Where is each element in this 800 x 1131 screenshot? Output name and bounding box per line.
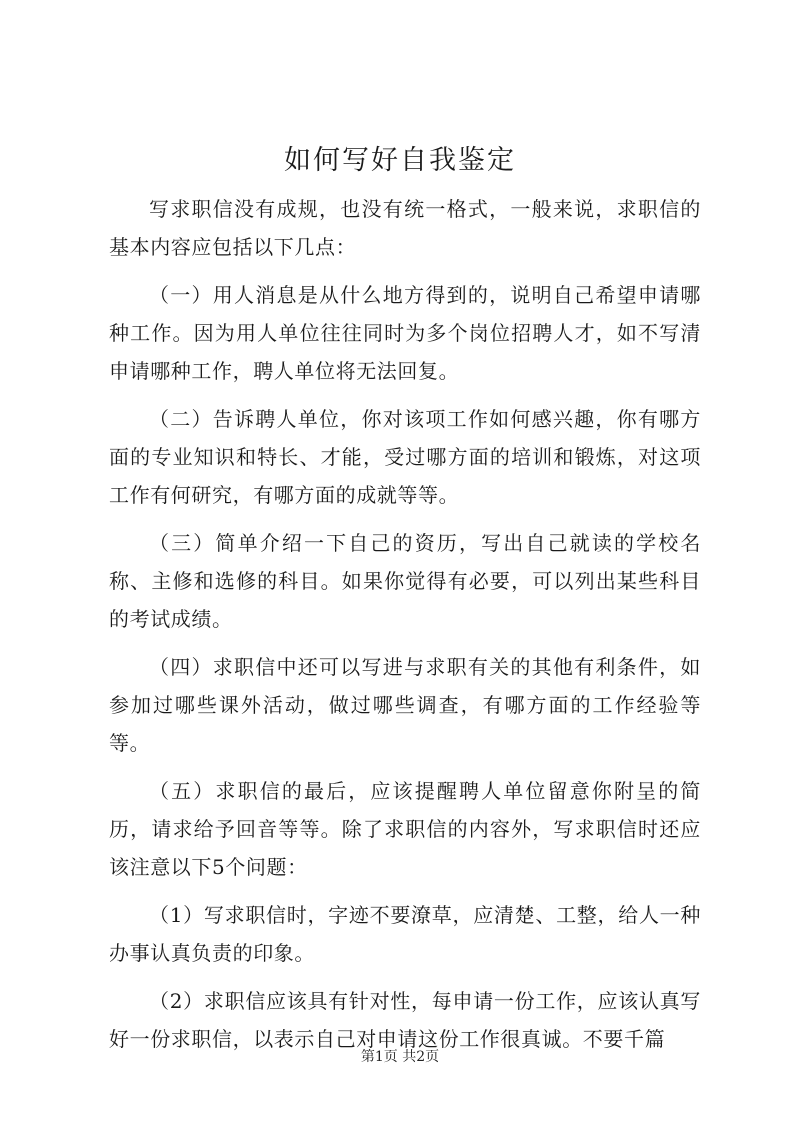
paragraph-issue-2: （2）求职信应该具有针对性，每申请一份工作，应该认真写好一份求职信，以表示自己对申请这份工作很真诚。不要千篇 bbox=[109, 989, 701, 1051]
paragraph-point-4: （四）求职信中还可以写进与求职有关的其他有利条件，如参加过哪些课外活动，做过哪些调查，有哪方面的工作经验等等。 bbox=[109, 655, 701, 755]
paragraph-intro: 写求职信没有成规，也没有统一格式，一般来说，求职信的基本内容应包括以下几点： bbox=[109, 197, 701, 259]
paragraph-point-5: （五）求职信的最后，应该提醒聘人单位留意你附呈的简历，请求给予回音等等。除了求职信的内容外，写求职信时还应该注意以下5个问题： bbox=[109, 779, 701, 879]
page-number-footer: 第1页 共2页 bbox=[360, 1049, 440, 1065]
document-title: 如何写好自我鉴定 bbox=[284, 145, 516, 176]
paragraph-point-1: （一）用人消息是从什么地方得到的，说明自己希望申请哪种工作。因为用人单位往往同时为多个岗位招聘人才，如不写清申请哪种工作，聘人单位将无法回复。 bbox=[109, 283, 701, 383]
document-body bbox=[109, 190, 701, 1068]
paragraph-point-3: （三）简单介绍一下自己的资历，写出自己就读的学校名称、主修和选修的科目。如果你觉得有必要，可以列出某些科目的考试成绩。 bbox=[109, 531, 701, 631]
paragraph-issue-1: （1）写求职信时，字迹不要潦草，应清楚、工整，给人一种办事认真负责的印象。 bbox=[109, 903, 701, 965]
paragraph-point-2: （二）告诉聘人单位，你对该项工作如何感兴趣，你有哪方面的专业知识和特长、才能，受过哪方面的培训和锻炼，对这项工作有何研究，有哪方面的成就等等。 bbox=[109, 407, 701, 507]
